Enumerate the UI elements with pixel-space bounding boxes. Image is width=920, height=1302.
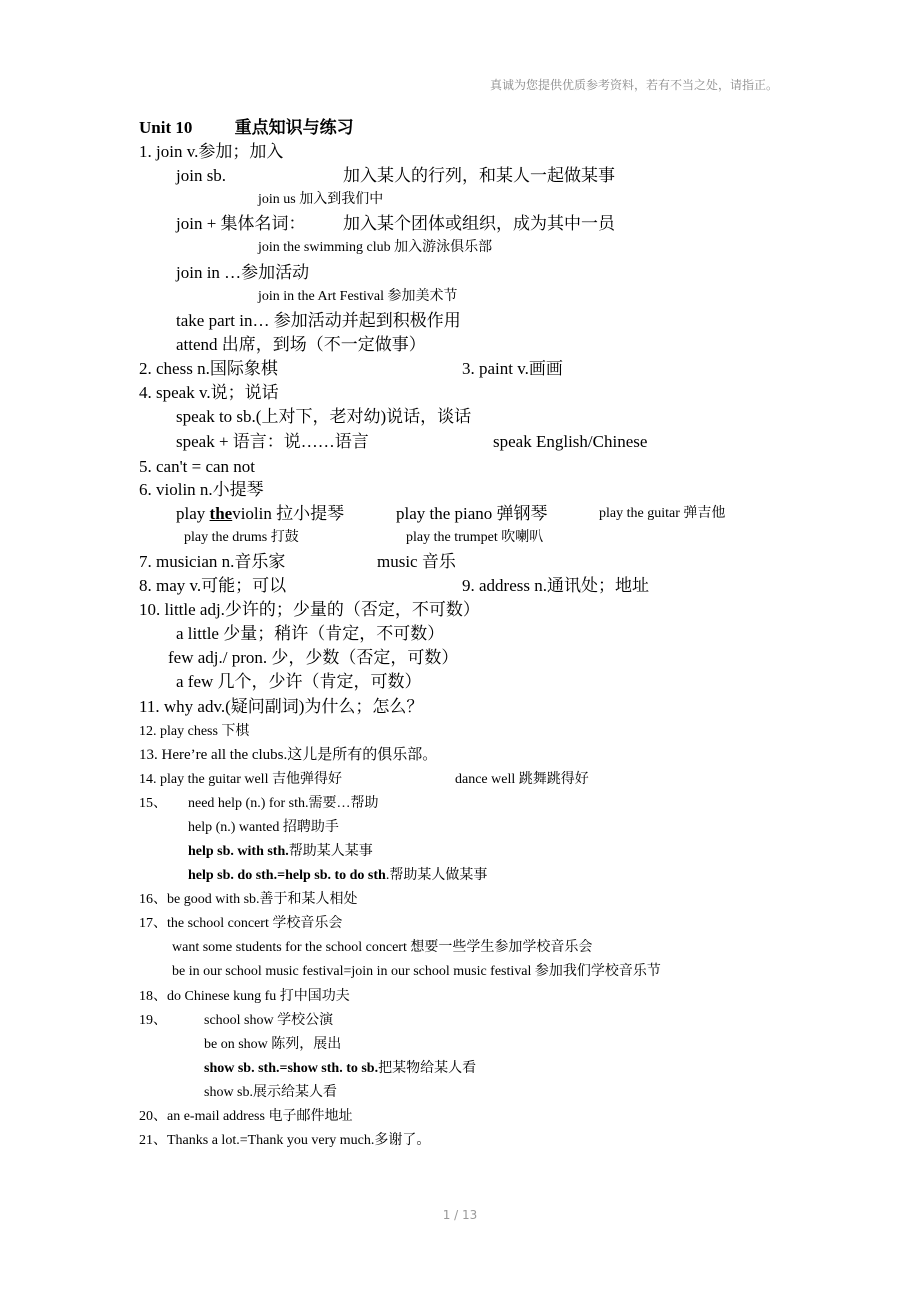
item-12-play-chess: 12. play chess 下棋 — [139, 724, 250, 739]
item-3-paint: 3. paint v.画画 — [462, 359, 563, 378]
help-sb-with-sth — [188, 845, 373, 859]
show-sb-sth-meaning: 把某物给某人看 — [378, 1061, 477, 1076]
school-show: school show 学校公演 — [204, 1013, 334, 1028]
item-8-may: 8. may v.可能；可以 — [139, 576, 287, 595]
item-19-number: 19、 — [139, 1013, 167, 1028]
join-sb: join sb. — [176, 166, 227, 185]
item-7-musician: 7. musician n.音乐家 — [139, 552, 286, 571]
violin-meaning: violin 拉小提琴 — [232, 504, 345, 523]
item-10-little: 10. little adj.少许的；少量的（否定，不可数） — [139, 600, 480, 619]
item-21-thanks: 21、Thanks a lot.=Thank you very much.多谢了。 — [139, 1133, 431, 1148]
a-little: a little 少量；稍许（肯定，不可数） — [176, 624, 445, 643]
page-number: 1 / 13 — [442, 1208, 478, 1222]
item-17-school-concert: 17、the school concert 学校音乐会 — [139, 916, 343, 931]
want-students: want some students for the school concert 想要一些学生参加学校音乐会 — [172, 940, 593, 955]
take-part-in: take part in… 参加活动并起到积极作用 — [176, 311, 461, 330]
play-word: play — [176, 504, 206, 523]
item-5-cant: 5. can't = can not — [139, 457, 256, 476]
item-4-speak: 4. speak v.说；说话 — [139, 383, 279, 402]
item-14-guitar-well: 14. play the guitar well 吉他弹得好 — [139, 772, 342, 787]
few: few adj./ pron. 少，少数（否定，可数） — [168, 648, 459, 667]
item-1-join: 1. join v.参加；加入 — [139, 142, 284, 161]
join-collective-meaning: 加入某个团体或组织，成为其中一员 — [343, 214, 615, 233]
page-title — [139, 119, 354, 136]
page-header-note: 真诚为您提供优质参考资料，若有不当之处，请指正。 — [489, 78, 778, 92]
show-sb-sth — [204, 1062, 476, 1076]
help-do-bold: help sb. do sth.=help sb. to do sth — [188, 868, 386, 883]
item-20-email: 20、an e-mail address 电子邮件地址 — [139, 1109, 353, 1124]
item-13-clubs: 13. Here’re all the clubs.这儿是所有的俱乐部。 — [139, 747, 438, 763]
dance-well: dance well 跳舞跳得好 — [455, 772, 589, 787]
item-9-address: 9. address n.通讯处；地址 — [462, 576, 649, 595]
help-with-meaning: 帮助某人某事 — [288, 844, 373, 859]
be-on-show: be on show 陈列，展出 — [204, 1037, 342, 1052]
speak-language-example: speak English/Chinese — [493, 432, 648, 451]
play-trumpet: play the trumpet 吹喇叭 — [406, 530, 544, 545]
play-guitar: play the guitar 弹吉他 — [599, 506, 726, 521]
item-18-kung-fu: 18、do Chinese kung fu 打中国功夫 — [139, 989, 350, 1004]
join-sb-meaning: 加入某人的行列，和某人一起做某事 — [343, 166, 615, 185]
show-sb: show sb.展示给某人看 — [204, 1085, 338, 1100]
help-with-bold: help sb. with sth. — [188, 844, 289, 859]
join-in: join in …参加活动 — [176, 263, 310, 282]
help-wanted: help (n.) wanted 招聘助手 — [188, 820, 339, 835]
unit-topic: 重点知识与练习 — [234, 118, 354, 137]
play-piano: play the piano 弹钢琴 — [396, 504, 548, 523]
item-11-why: 11. why adv.(疑问副词)为什么；怎么？ — [139, 697, 424, 716]
a-few: a few 几个，少许（肯定，可数） — [176, 672, 422, 691]
speak-language: speak + 语言：说……语言 — [176, 432, 369, 451]
play-violin — [176, 505, 344, 522]
attend: attend 出席，到场（不一定做事） — [176, 335, 426, 354]
join-club-example: join the swimming club 加入游泳俱乐部 — [258, 240, 493, 255]
music: music 音乐 — [377, 552, 456, 571]
join-collective: join + 集体名词： — [176, 214, 306, 233]
item-6-violin: 6. violin n.小提琴 — [139, 480, 264, 499]
help-sb-do-sth — [188, 869, 487, 883]
play-drums: play the drums 打鼓 — [184, 530, 299, 545]
speak-to-sb: speak to sb.(上对下，老对幼)说话，谈话 — [176, 407, 472, 426]
music-festival: be in our school music festival=join in our school music festival 参加我们学校音乐节 — [172, 964, 661, 979]
need-help: need help (n.) for sth.需要…帮助 — [188, 796, 379, 811]
show-sb-sth-bold: show sb. sth.=show sth. to sb. — [204, 1061, 379, 1076]
unit-label: Unit 10 — [139, 118, 193, 137]
item-2-chess: 2. chess n.国际象棋 — [139, 359, 278, 378]
join-in-example: join in the Art Festival 参加美术节 — [258, 289, 458, 304]
item-15-number: 15、 — [139, 796, 167, 811]
join-us-example: join us 加入到我们中 — [258, 192, 384, 207]
help-do-meaning: .帮助某人做某事 — [385, 868, 488, 883]
the-underlined: the — [209, 504, 233, 523]
item-16-be-good-with: 16、be good with sb.善于和某人相处 — [139, 892, 358, 907]
